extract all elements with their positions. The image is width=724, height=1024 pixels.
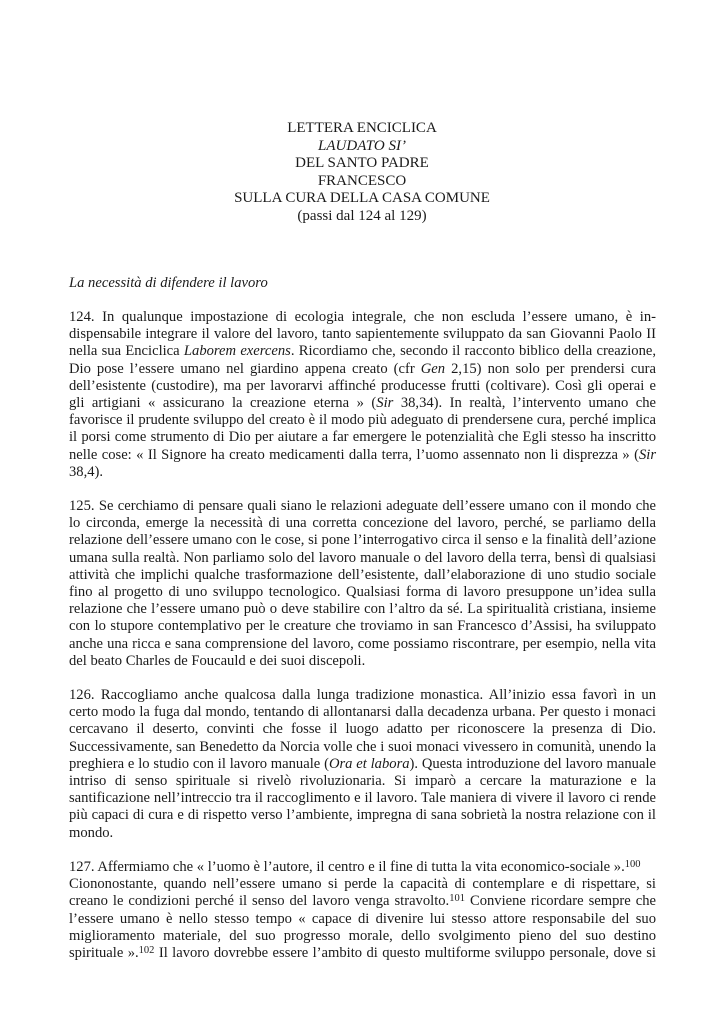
text-line: 38,4). xyxy=(69,463,104,480)
italic-span: Ora et labora xyxy=(328,755,410,772)
italic-span: Laborem exercens xyxy=(183,343,291,360)
text-span: preghiera e lo studio con il lavoro manuale ( xyxy=(69,755,329,772)
text-line: relazione che l’essere umano può o deve stabilire con l’altro da sé. La spiritualità cristiana, insieme xyxy=(69,601,656,618)
italic-span: Gen xyxy=(420,360,446,377)
footnote-ref[interactable]: 102 xyxy=(138,944,155,956)
text-line: 124. In qualunque impostazione di ecologia integrale, che non escluda l’essere umano, è in- xyxy=(69,309,656,325)
text-span: 38,34). In realtà, l’intervento umano che xyxy=(393,395,657,412)
text-line: dispensabile integrare il valore del lavoro, tanto sapientemente sviluppato da san Giovanni Paolo II xyxy=(69,326,656,343)
text-line: con lo stupore contemplativo per le creature che troviamo in san Francesco d’Assisi, ha sviluppato xyxy=(69,618,656,635)
text-line: santificazione nell’intreccio tra il raccoglimento e il lavoro. Tale maniera di vivere il lavoro ci rende xyxy=(69,790,656,807)
body-text xyxy=(69,309,656,979)
text-line: lo circonda, emerge la necessità di una corretta concezione del lavoro, perché, se parliamo della xyxy=(69,515,656,532)
text-span: gli artigiani « assicurano la creazione eterna » ( xyxy=(69,395,377,412)
text-line: certo modo la fuga dal mondo, tentando di allontanarsi dalla decadenza urbana. Per questo i monaci xyxy=(69,704,656,721)
text-line: mondo. xyxy=(69,824,114,841)
document-title xyxy=(0,120,724,226)
text-line xyxy=(69,343,656,360)
title-line: SULLA CURA DELLA CASA COMUNE xyxy=(234,190,490,207)
text-line: 125. Se cerchiamo di pensare quali siano le relazioni adeguate dell’essere umano con il mondo che xyxy=(69,498,656,515)
text-line: intriso di senso spirituale si rivelò rivoluzionaria. Si imparò a cercare la maturazione e la xyxy=(69,773,656,790)
text-line: dell’esistente (custodire), ma per lavorarvi affinché producesse frutti (coltivare). Così gli operai e xyxy=(69,377,656,394)
text-line xyxy=(69,447,656,464)
text-line xyxy=(69,756,656,773)
title-line: LETTERA ENCICLICA xyxy=(287,120,437,136)
section-heading: La necessità di difendere il lavoro xyxy=(69,275,268,291)
title-line-range: (passi dal 124 al 129) xyxy=(297,207,427,224)
footnote-ref[interactable]: 100 xyxy=(624,858,641,870)
paragraph-124 xyxy=(69,309,656,481)
text-span: nelle cose: « Il Signore ha creato medicamenti dalla terra, l’uomo assennato non li disprezza » ( xyxy=(69,446,639,463)
paragraph-125 xyxy=(69,498,656,670)
paragraph-127 xyxy=(69,859,656,962)
text-line: anche una ricca e sana comprensione del lavoro, come possiamo riscontrare, per esempio, nella vita xyxy=(69,635,656,652)
text-span: 2,15) non solo per prendersi cura xyxy=(445,360,656,377)
text-line: Ciononostante, quando nell’essere umano si perde la capacità di contemplare e di rispettare, si xyxy=(69,876,656,893)
text-span: 127. Affermiamo che « l’uomo è l’autore, il centro e il fine di tutta la vita economico-sociale ». xyxy=(69,858,625,875)
text-span: nella sua Enciclica xyxy=(69,343,184,360)
text-line xyxy=(69,945,656,962)
title-line: DEL SANTO PADRE xyxy=(295,155,429,172)
text-line: umana sulla realtà. Non parliamo solo del lavoro manuale o del lavoro della terra, bensì di qualsiasi xyxy=(69,549,656,566)
text-line: 126. Raccogliamo anche qualcosa dalla lunga tradizione monastica. All’inizio essa favorì in un xyxy=(69,687,656,704)
title-line: FRANCESCO xyxy=(317,172,407,189)
text-line xyxy=(69,859,656,876)
text-line xyxy=(69,361,656,378)
text-line: più capaci di cura e di rispetto verso l’ambiente, impregna di sana sobrietà la nostra relazione con il xyxy=(69,807,656,824)
footnote-ref[interactable]: 101 xyxy=(449,893,465,905)
text-line: l’essere umano è nello stesso tempo « capace di divenire lui stesso attore responsabile del suo xyxy=(69,910,656,927)
text-line: attività che implichi qualche trasformazione dell’esistente, dall’elaborazione di uno studio sociale xyxy=(69,566,656,583)
italic-span: Sir xyxy=(376,395,394,412)
text-span: Conviene ricordare sempre che xyxy=(464,893,656,910)
text-span: . Ricordiamo che, secondo il racconto biblico della creazione, xyxy=(290,343,657,360)
title-line-encyclical-name: LAUDATO SI’ xyxy=(318,137,406,154)
text-line: relazione dell’essere umano con le cose, si pone l’interrogativo circa il senso e la finalità dell’azione xyxy=(69,532,656,549)
italic-span: Sir xyxy=(638,446,656,463)
text-span: Il lavoro dovrebbe essere l’ambito di questo multiforme sviluppo personale, dove si xyxy=(154,944,656,961)
text-span: ). Questa introduzione del lavoro manuale xyxy=(409,755,656,772)
text-line: cercavano il deserto, convinti che fosse il luogo adatto per riconoscere la presenza di Dio. xyxy=(69,721,656,738)
text-line: miglioramento materiale, del suo progresso morale, dello svolgimento pieno del suo destino xyxy=(69,927,656,944)
text-line xyxy=(69,395,656,412)
text-line: fino al progetto di uno sviluppo tecnologico. Qualsiasi forma di lavoro presuppone un’idea sulla xyxy=(69,584,656,601)
paragraph-126 xyxy=(69,687,656,842)
text-line xyxy=(69,893,656,910)
text-line: favorisce il prudente sviluppo del creato è il modo più adeguato di prendersene cura, perché implica xyxy=(69,412,656,429)
text-span: spirituale ». xyxy=(69,944,139,961)
text-line: Successivamente, san Benedetto da Norcia volle che i suoi monaci vivessero in comunità, unendo la xyxy=(69,738,656,755)
text-span: creano le condizioni perché il senso del lavoro venga stravolto. xyxy=(69,893,450,910)
text-line: del beato Charles de Foucauld e dei suoi discepoli. xyxy=(69,652,366,669)
text-line: il porsi come strumento di Dio per aiutare a far emergere le potenzialità che Egli stesso ha inscritto xyxy=(69,429,656,446)
text-span: Dio pose l’essere umano nel giardino appena creato (cfr xyxy=(69,360,421,377)
